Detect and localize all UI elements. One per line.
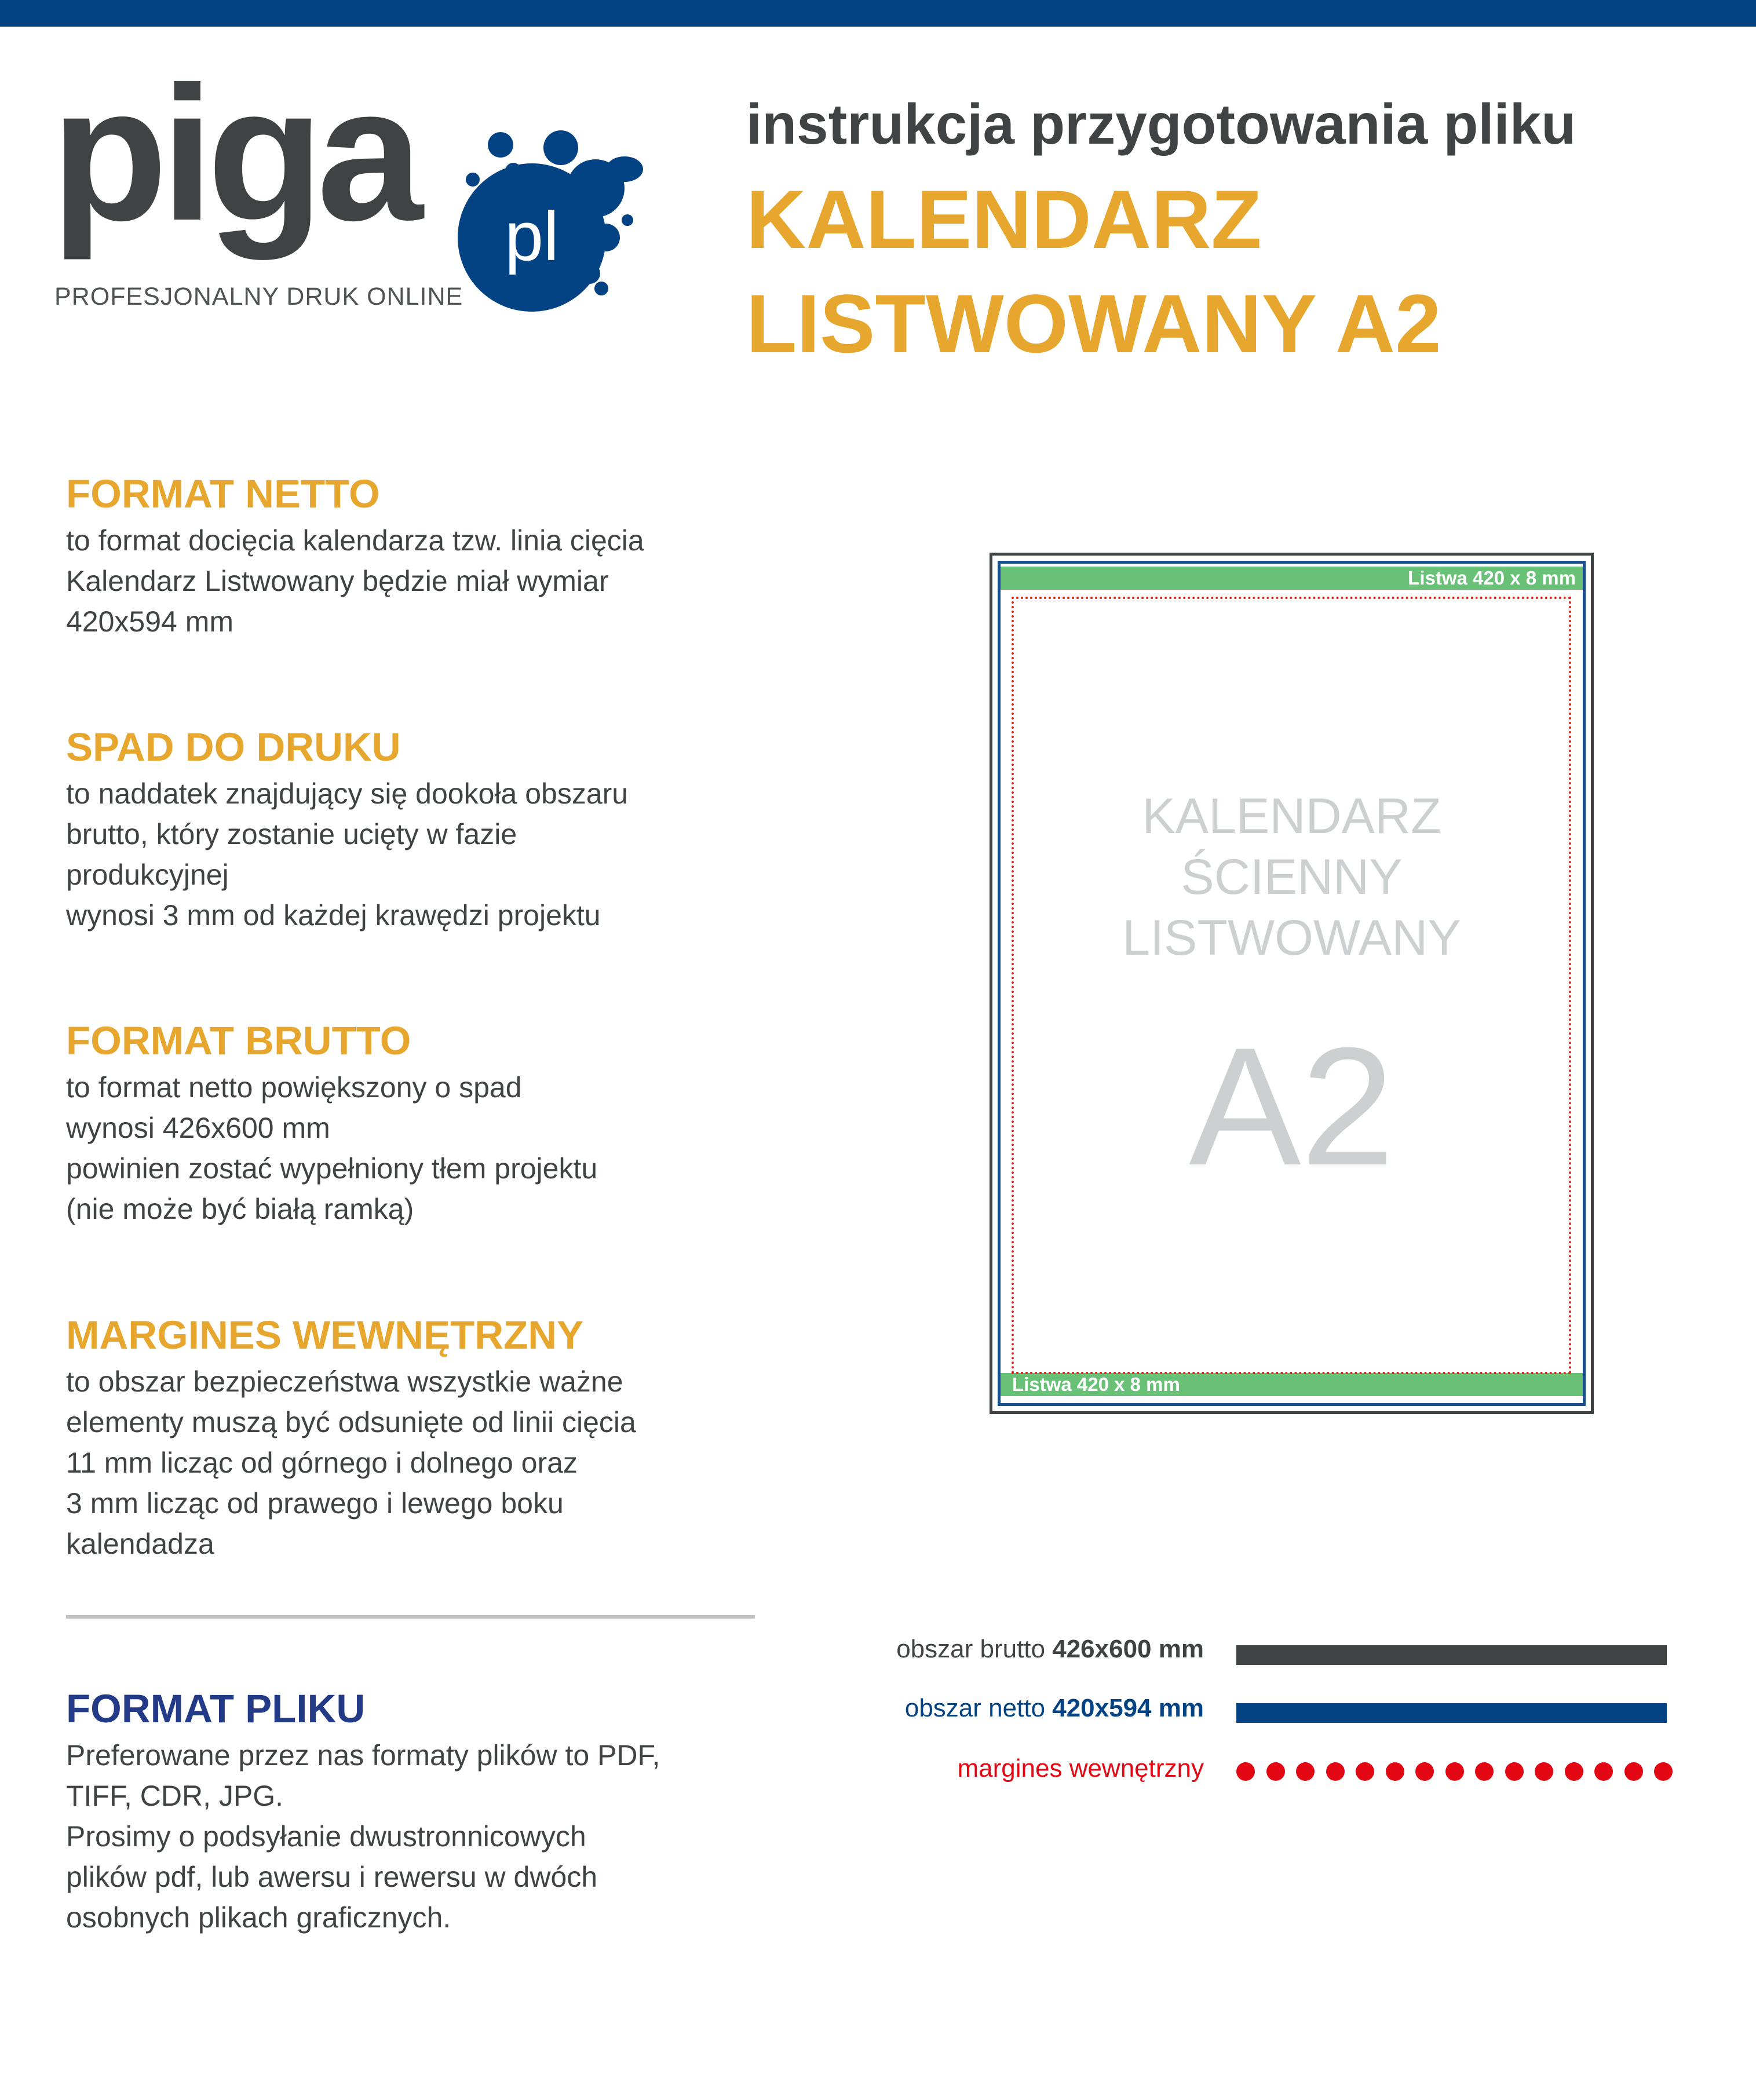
legend-brutto — [896, 1635, 1204, 1664]
legend-dot — [1326, 1762, 1345, 1781]
legend-dot — [1386, 1762, 1404, 1781]
legend-dot — [1594, 1762, 1613, 1781]
section-line: produkcyjnej — [66, 859, 229, 891]
inner-margin-outline — [1012, 597, 1571, 1374]
section-line: to naddatek znajdujący się dookoła obszaru — [66, 777, 629, 810]
section-line: Prosimy o podsyłanie dwustronnicowych — [66, 1820, 586, 1853]
page-title-line1: KALENDARZ — [746, 174, 1262, 266]
legend-brutto-swatch — [1236, 1645, 1667, 1665]
legend-dot — [1654, 1762, 1673, 1781]
logo-domain-suffix: pl — [505, 198, 559, 275]
legend-dot — [1475, 1762, 1494, 1781]
section-line: to obszar bezpieczeństwa wszystkie ważne — [66, 1365, 623, 1398]
page-title-line2: LISTWOWANY A2 — [746, 278, 1441, 370]
section-line: (nie może być białą ramką) — [66, 1193, 414, 1225]
legend-dot — [1236, 1762, 1255, 1781]
legend-dot — [1266, 1762, 1285, 1781]
section-margines-wewnetrzny — [66, 1309, 761, 1564]
section-heading: FORMAT BRUTTO — [66, 1018, 411, 1063]
section-line: wynosi 3 mm od każdej krawędzi projektu — [66, 899, 601, 932]
top-listwa-label: Listwa 420 x 8 mm — [1408, 567, 1576, 589]
section-format-brutto — [66, 1015, 761, 1229]
bottom-listwa-label: Listwa 420 x 8 mm — [1012, 1374, 1180, 1395]
legend-netto-value: 420x594 mm — [1052, 1694, 1204, 1722]
section-line: 420x594 mm — [66, 605, 234, 638]
legend-dot — [1565, 1762, 1583, 1781]
legend-dot — [1445, 1762, 1464, 1781]
section-line: Kalendarz Listwowany będzie miał wymiar — [66, 565, 609, 597]
section-heading: FORMAT NETTO — [66, 472, 380, 516]
logo-wordmark: piga — [51, 46, 417, 260]
section-divider — [66, 1615, 755, 1619]
page-subtitle: instrukcja przygotowania pliku — [746, 92, 1576, 156]
top-accent-bar — [0, 0, 1756, 27]
section-heading: SPAD DO DRUKU — [66, 725, 401, 769]
legend-dot — [1296, 1762, 1315, 1781]
section-line: brutto, który zostanie ucięty w fazie — [66, 818, 517, 850]
section-line: osobnych plikach graficznych. — [66, 1901, 451, 1934]
section-line: to format netto powiększony o spad — [66, 1071, 522, 1104]
section-heading: FORMAT PLIKU — [66, 1686, 366, 1731]
section-line: Preferowane przez nas formaty plików to PDF, — [66, 1739, 660, 1772]
section-line: powinien zostać wypełniony tłem projektu — [66, 1152, 598, 1185]
top-listwa-strip — [1001, 567, 1583, 590]
bottom-listwa-strip — [1001, 1373, 1583, 1396]
legend-dot — [1356, 1762, 1374, 1781]
legend-brutto-label: obszar brutto — [896, 1635, 1053, 1663]
section-heading: MARGINES WEWNĘTRZNY — [66, 1313, 584, 1357]
legend-dot — [1505, 1762, 1524, 1781]
diagram-text-line1: KALENDARZ — [1142, 788, 1441, 844]
section-format-pliku — [66, 1683, 761, 1938]
section-line: plików pdf, lub awersu i rewersu w dwóch — [66, 1861, 598, 1893]
section-format-netto — [66, 468, 761, 642]
legend-netto — [905, 1694, 1204, 1723]
section-spad-do-druku — [66, 721, 761, 936]
section-line: TIFF, CDR, JPG. — [66, 1780, 283, 1812]
legend-dot — [1624, 1762, 1643, 1781]
section-line: 3 mm licząc od prawego i lewego boku — [66, 1487, 564, 1520]
legend-dot — [1535, 1762, 1553, 1781]
section-line: elementy muszą być odsunięte od linii cięcia — [66, 1406, 636, 1438]
diagram-text-line3: LISTWOWANY — [1122, 910, 1461, 966]
legend-margin-swatch — [1236, 1762, 1677, 1782]
legend-netto-swatch — [1236, 1703, 1667, 1723]
legend-netto-label: obszar netto — [904, 1694, 1053, 1722]
logo-tagline: PROFESJONALNY DRUK ONLINE — [54, 283, 463, 311]
section-line: 11 mm licząc od górnego i dolnego oraz — [66, 1447, 578, 1479]
diagram-text-line2: ŚCIENNY — [1181, 849, 1403, 905]
legend-dot — [1415, 1762, 1434, 1781]
section-line: kalendadza — [66, 1528, 214, 1560]
legend-margin: margines wewnętrzny — [957, 1754, 1204, 1783]
logo — [51, 46, 659, 324]
diagram-size-label: A2 — [1189, 1013, 1394, 1200]
section-line: to format docięcia kalendarza tzw. linia cięcia — [66, 524, 644, 557]
legend-brutto-value: 426x600 mm — [1052, 1635, 1204, 1663]
section-line: wynosi 426x600 mm — [66, 1112, 330, 1144]
